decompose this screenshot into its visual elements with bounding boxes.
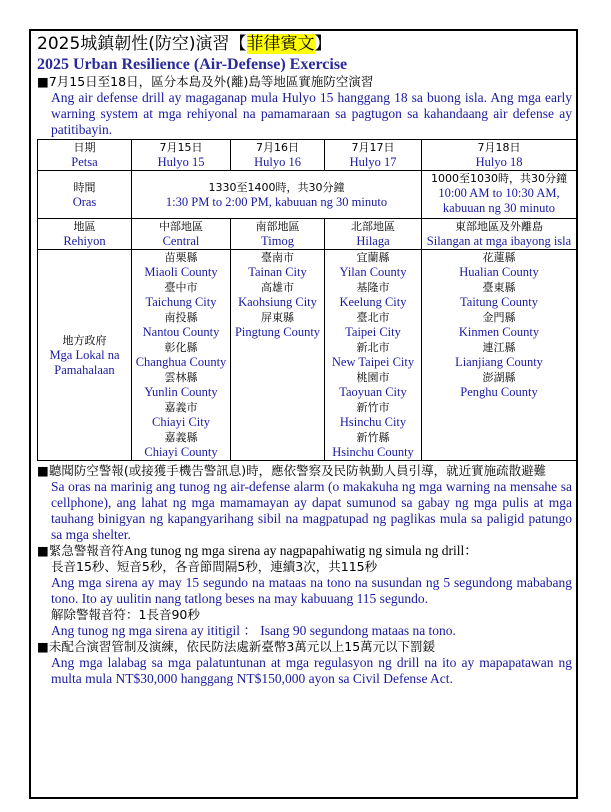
section-alarm-fil: Sa oras na marinig ang tunog ng air-defense alarm (o makakuha ng mga warning na mensahe sa cellphone), ang lahat ng mga mamamayan ay dapat sumunod sa gabay ng mga pulis at mga tauhang binigyan ng kapangyarihang sibil na magpatupad ng paglikas mula sa paligid patungo sa mga shelter. xyxy=(51,479,572,542)
table-row-government xyxy=(38,250,577,461)
title-main: 2025城鎮韌性(防空)演習【 xyxy=(37,34,247,54)
gov-name-fil: Hsinchu City xyxy=(339,415,407,429)
area-cell: 北部地區 Hilaga xyxy=(325,219,422,250)
gov-name-fil: New Taipei City xyxy=(331,355,415,369)
gov-name-zh: 連江縣 xyxy=(482,341,516,354)
gov-name-zh: 臺中市 xyxy=(164,281,198,294)
area-cell: 南部地區 Timog xyxy=(231,219,325,250)
gov-name-fil: Yunlin County xyxy=(144,385,218,399)
siren-heading-zh: 緊急警報音符 xyxy=(48,543,124,558)
gov-name-fil: Taipei City xyxy=(345,325,401,339)
government-header: 地方政府 Mga Lokal na Pamahalaan xyxy=(38,250,132,461)
gov-name-fil: Changhua County xyxy=(135,355,227,369)
gov-name-fil: Hsinchu County xyxy=(332,445,414,459)
time-main-cell: 1330至1400時，共30分鐘 1:30 PM to 2:00 PM, kabuuan ng 30 minuto xyxy=(132,171,422,219)
gov-name-zh: 雲林縣 xyxy=(164,371,198,384)
gov-name-zh: 花蓮縣 xyxy=(482,251,516,264)
gov-name-fil: Kinmen County xyxy=(458,325,540,339)
gov-name-zh: 臺北市 xyxy=(356,311,390,324)
gov-name-zh: 南投縣 xyxy=(164,311,198,324)
day-cell: 7月16日 Hulyo 16 xyxy=(231,140,325,171)
gov-name-zh: 嘉義縣 xyxy=(164,431,198,444)
section-siren-heading xyxy=(37,543,572,559)
gov-name-zh: 澎湖縣 xyxy=(482,371,516,384)
gov-name-fil: Nantou County xyxy=(142,325,220,339)
gov-name-zh: 新竹縣 xyxy=(356,431,390,444)
section-dates-zh: ■ 7月15日至18日，區分本島及外(離)島等地區實施防空演習 xyxy=(37,74,572,90)
gov-name-fil: Keelung City xyxy=(339,295,407,309)
gov-south-cell xyxy=(231,250,325,461)
gov-north-cell xyxy=(325,250,422,461)
table-row-time xyxy=(38,171,577,219)
gov-central-cell xyxy=(132,250,231,461)
all-clear-fil: Ang tunog ng mga sirena ay ititigil ： Isang 90 segundong mataas na tono. xyxy=(51,623,456,638)
gov-name-fil: Chiayi County xyxy=(144,445,218,459)
english-title: 2025 Urban Resilience (Air-Defense) Exercise xyxy=(37,56,348,73)
siren-pattern-fil: Ang mga sirena ay may 15 segundo na mataas na tono na susundan ng 5 segundong mababang tono. Ito ay uulitin nang tatlong beses na may kabuuang 115 segundo. xyxy=(51,575,572,606)
date-header: 日期 Petsa xyxy=(38,140,132,171)
time-header: 時間 Oras xyxy=(38,171,132,219)
time-last-cell: 1000至1030時，共30分鐘 10:00 AM to 10:30 AM, kabuuan ng 30 minuto xyxy=(422,171,577,219)
gov-name-zh: 臺南市 xyxy=(261,251,294,264)
siren-pattern-zh: 長音15秒、短音5秒，各音節間隔5秒，連續3次，共115秒 xyxy=(51,559,378,574)
section-alarm-zh: ■ 聽聞防空警報(或接獲手機告警訊息)時，應依警察及民防執勤人員引導，就近實施疏散避難 xyxy=(37,463,572,479)
gov-name-zh: 臺東縣 xyxy=(482,281,516,294)
section-penalty-fil: Ang mga lalabag sa mga palatuntunan at mga regulasyon ng drill na ito ay mapapatawan ng multa mula NT$30,000 hanggang NT$150,000 ayon sa Civil Defense Act. xyxy=(51,655,572,686)
gov-name-zh: 苗栗縣 xyxy=(164,251,198,264)
gov-name-zh: 嘉義市 xyxy=(164,401,198,414)
gov-name-fil: Yilan County xyxy=(339,265,407,279)
gov-name-zh: 金門縣 xyxy=(482,311,516,324)
gov-name-fil: Chiayi City xyxy=(152,415,210,429)
gov-east-cell xyxy=(422,250,577,461)
title-language-highlight: 菲律賓文 xyxy=(246,34,315,54)
gov-name-zh: 新北市 xyxy=(356,341,390,354)
notice-sheet xyxy=(29,29,578,799)
gov-name-zh: 桃園市 xyxy=(356,371,390,384)
page-title xyxy=(37,33,572,55)
gov-name-fil: Hualian County xyxy=(459,265,539,279)
table-row-dates xyxy=(38,140,577,171)
section-penalty-zh: ■ 未配合演習管制及演練，依民防法處新臺幣3萬元以上15萬元以下罰鍰 xyxy=(37,639,572,655)
gov-name-fil: Miaoli County xyxy=(144,265,218,279)
table-row-area xyxy=(38,219,577,250)
gov-name-fil: Pingtung County xyxy=(234,325,321,339)
day-cell: 7月17日 Hulyo 17 xyxy=(325,140,422,171)
day-cell: 7月15日 Hulyo 15 xyxy=(132,140,231,171)
schedule-table xyxy=(37,139,577,461)
section-dates-fil: Ang air defense drill ay magaganap mula Hulyo 15 hanggang 18 sa buong isla. Ang mga early warning system at mga rehiyonal na pamamaraan sa pagtugon sa kahandaang air defense ay patitibayin. xyxy=(51,90,572,137)
gov-name-fil: Penghu County xyxy=(460,385,538,399)
all-clear-zh: 解除警報音符：1長音90秒 xyxy=(51,607,200,622)
gov-name-fil: Taoyuan City xyxy=(339,385,407,399)
title-bracket: 】 xyxy=(314,34,332,54)
gov-name-fil: Lianjiang County xyxy=(455,355,543,369)
area-cell: 中部地區 Central xyxy=(132,219,231,250)
day-cell: 7月18日 Hulyo 18 xyxy=(422,140,577,171)
gov-name-zh: 高雄市 xyxy=(261,281,294,294)
gov-name-fil: Taichung City xyxy=(145,295,217,309)
gov-name-fil: Kaohsiung City xyxy=(238,295,317,309)
gov-name-fil: Taitung County xyxy=(460,295,538,309)
area-cell: 東部地區及外離島 Silangan at mga ibayong isla xyxy=(422,219,577,250)
area-header: 地區 Rehiyon xyxy=(38,219,132,250)
gov-name-zh: 屏東縣 xyxy=(261,311,294,324)
gov-name-zh: 彰化縣 xyxy=(164,341,198,354)
gov-name-zh: 宜蘭縣 xyxy=(356,251,390,264)
gov-name-zh: 新竹市 xyxy=(356,401,390,414)
gov-name-fil: Tainan City xyxy=(248,265,307,279)
siren-heading-fil: Ang tunog ng mga sirena ay nagpapahiwatig ng simula ng drill： xyxy=(123,543,478,558)
gov-name-zh: 基隆市 xyxy=(356,281,390,294)
